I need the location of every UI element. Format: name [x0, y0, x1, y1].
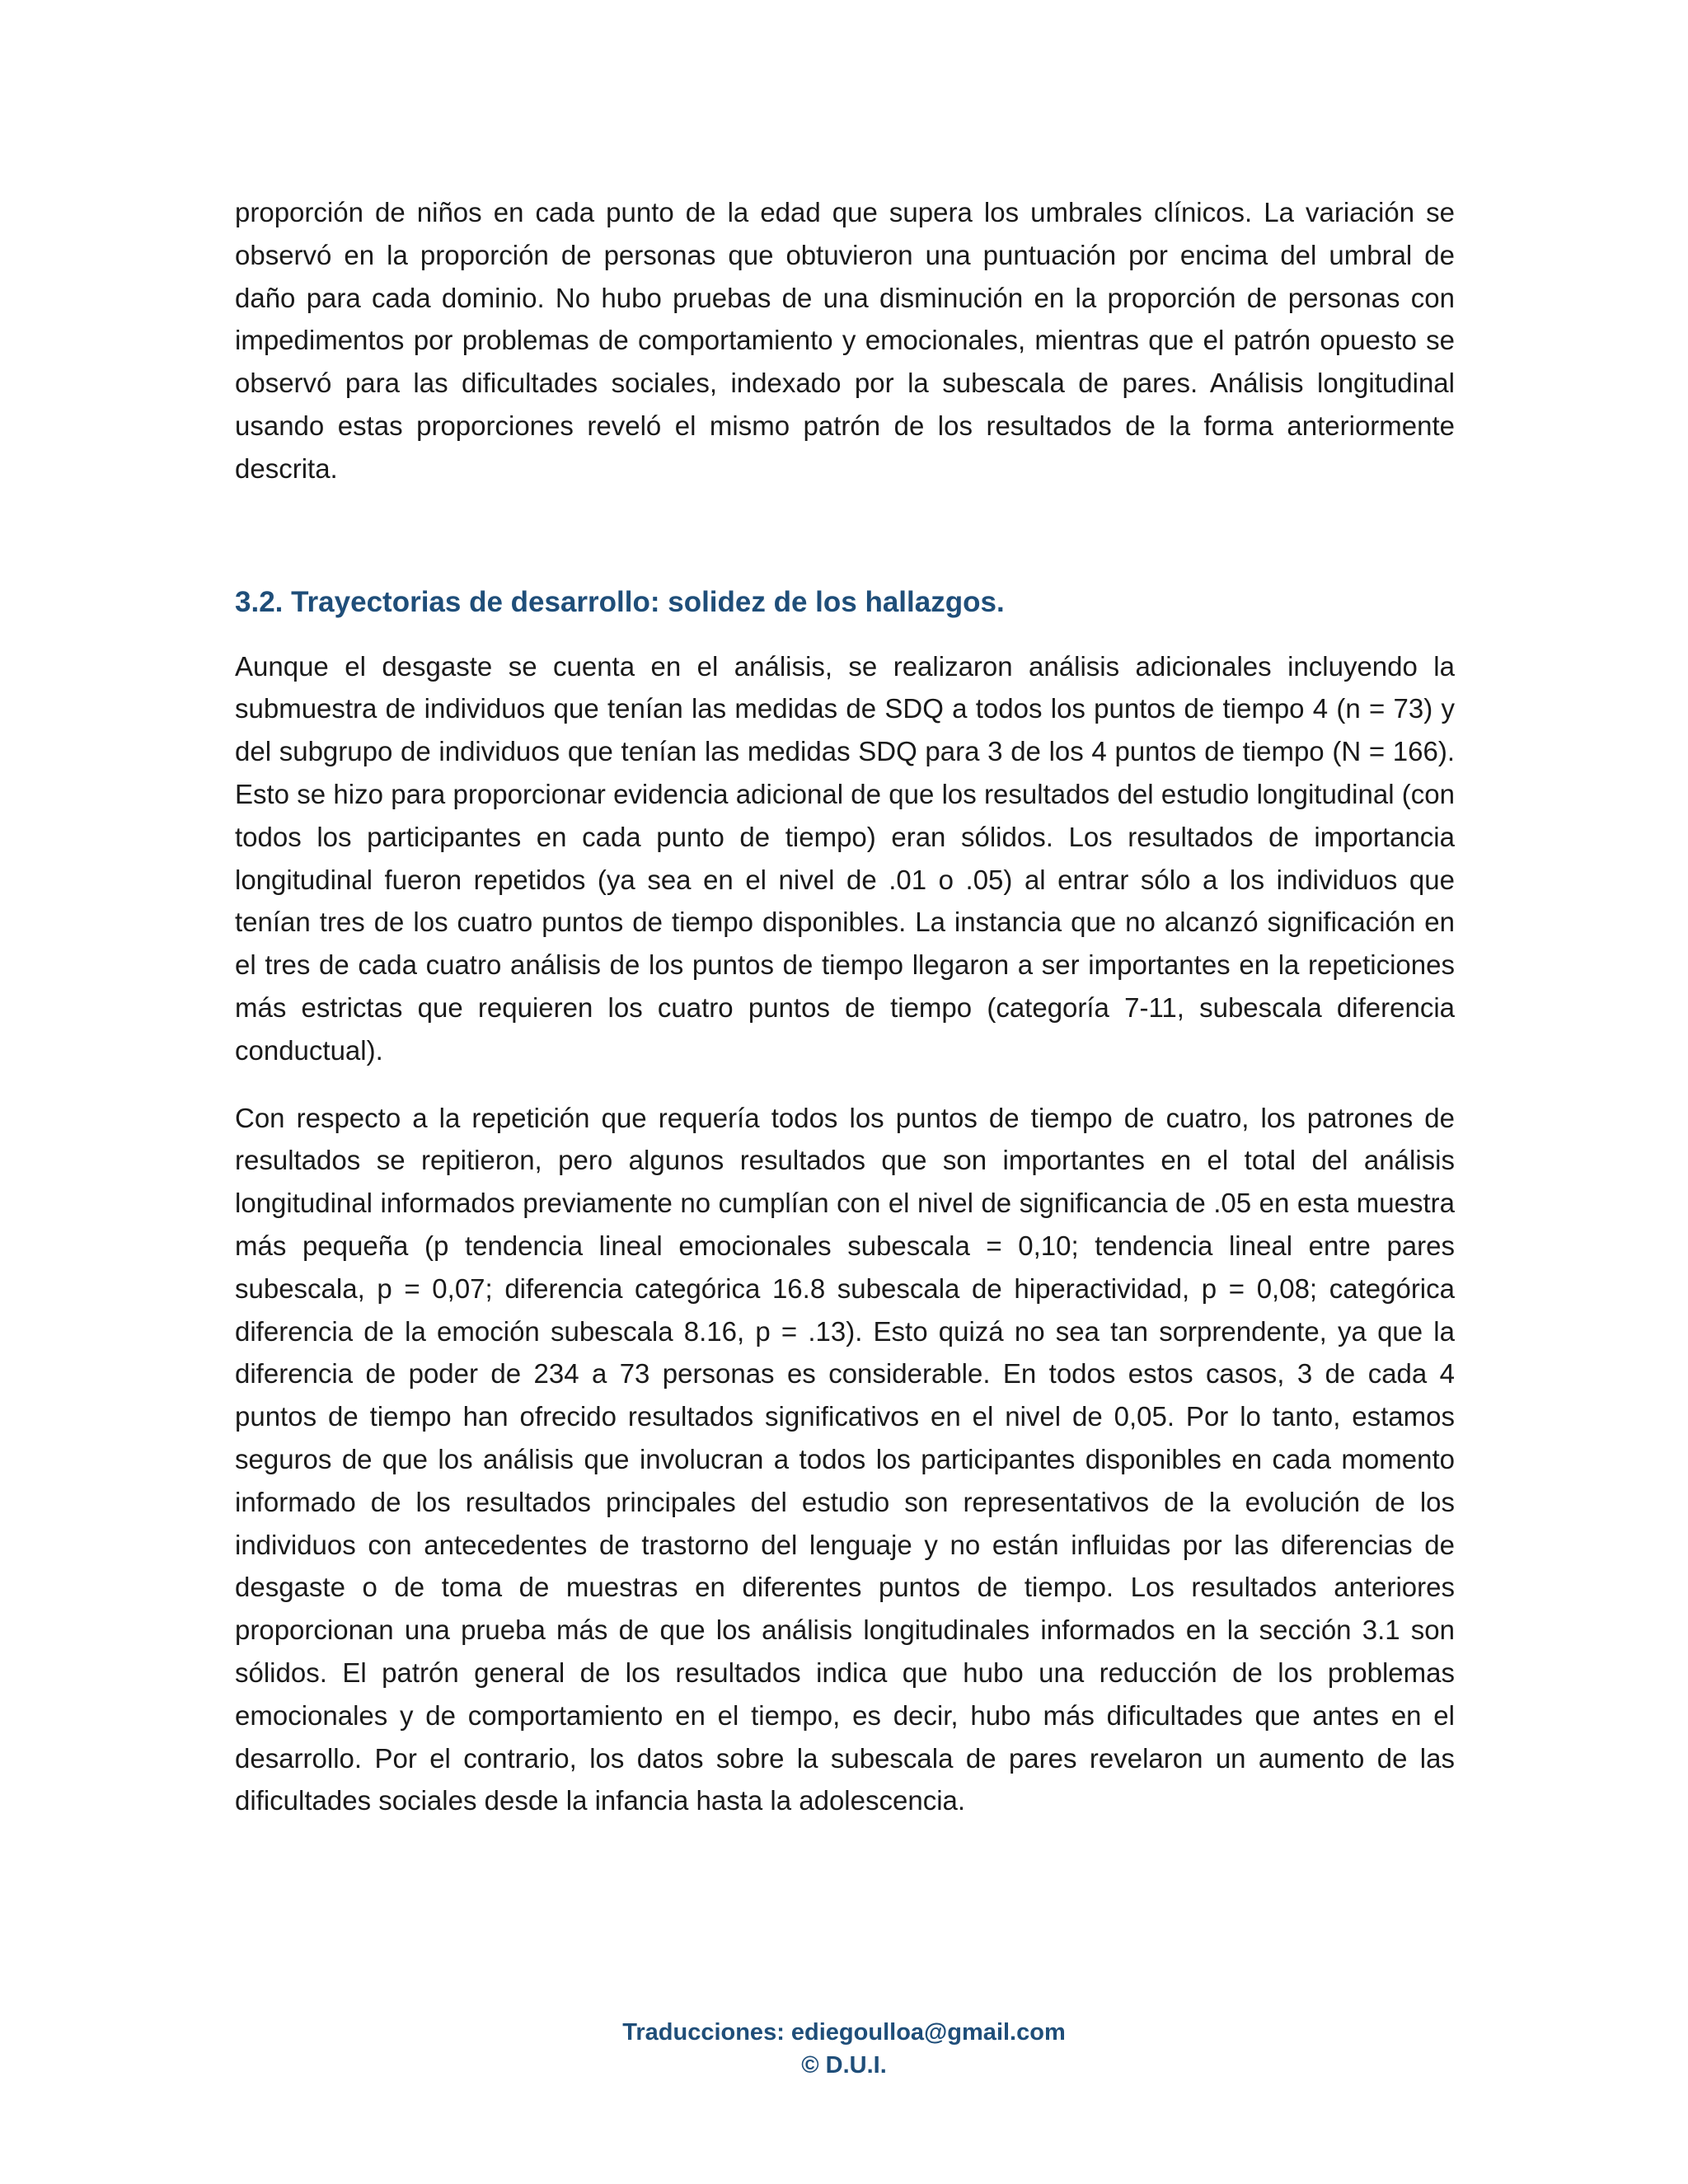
page-content — [235, 191, 1455, 1822]
section-paragraph-2: Con respecto a la repetición que requería todos los puntos de tiempo de cuatro, los patrones de resultados se repitieron, pero algunos resultados que son importantes en el total del análisis longitudinal informados previamente no cumplían con el nivel de significancia de .05 en esta muestra más pequeña (p tendencia lineal emocionales subescala = 0,10; tendencia lineal entre pares subescala, p = 0,07; diferencia categórica 16.8 subescala de hiperactividad, p = 0,08; categórica diferencia de la emoción subescala 8.16, p = .13). Esto quizá no sea tan sorprendente, ya que la diferencia de poder de 234 a 73 personas es considerable. En todos estos casos, 3 de cada 4 puntos de tiempo han ofrecido resultados significativos en el nivel de 0,05. Por lo tanto, estamos seguros de que los análisis que involucran a todos los participantes disponibles en cada momento informado de los resultados principales del estudio son representativos de la evolución de los individuos con antecedentes de trastorno del lenguaje y no están influidas por las diferencias de desgaste o de toma de muestras en diferentes puntos de tiempo. Los resultados anteriores proporcionan una prueba más de que los análisis longitudinales informados en la sección 3.1 son sólidos. El patrón general de los resultados indica que hubo una reducción de los problemas emocionales y de comportamiento en el tiempo, es decir, hubo más dificultades que antes en el desarrollo. Por el contrario, los datos sobre la subescala de pares revelaron un aumento de las dificultades sociales desde la infancia hasta la adolescencia. — [235, 1102, 1455, 1816]
footer-translator-line: Traducciones: ediegoulloa@gmail.com — [622, 2019, 1066, 2046]
section-heading: 3.2. Trayectorias de desarrollo: solidez de los hallazgos. — [235, 585, 1005, 618]
intro-paragraph: proporción de niños en cada punto de la edad que supera los umbrales clínicos. La variación se observó en la proporción de personas que obtuvieron una puntuación por encima del umbral de daño para cada dominio. No hubo pruebas de una disminución en la proporción de personas con impedimentos por problemas de comportamiento y emocionales, mientras que el patrón opuesto se observó para las dificultades sociales, indexado por la subescala de pares. Análisis longitudinal usando estas proporciones reveló el mismo patrón de los resultados de la forma anteriormente descrita. — [235, 197, 1455, 484]
page-footer — [0, 2016, 1688, 2082]
footer-copyright-line: © D.U.I. — [801, 2052, 887, 2079]
section-paragraph-1: Aunque el desgaste se cuenta en el análisis, se realizaron análisis adicionales incluyendo la submuestra de individuos que tenían las medidas de SDQ a todos los puntos de tiempo 4 (n = 73) y del subgrupo de individuos que tenían las medidas SDQ para 3 de los 4 puntos de tiempo (N = 166). Esto se hizo para proporcionar evidencia adicional de que los resultados del estudio longitudinal (con todos los participantes en cada punto de tiempo) eran sólidos. Los resultados de importancia longitudinal fueron repetidos (ya sea en el nivel de .01 o .05) al entrar sólo a los individuos que tenían tres de los cuatro puntos de tiempo disponibles. La instancia que no alcanzó significación en el tres de cada cuatro análisis de los puntos de tiempo llegaron a ser importantes en la repeticiones más estrictas que requieren los cuatro puntos de tiempo (categoría 7-11, subescala diferencia conductual). — [235, 650, 1455, 1066]
